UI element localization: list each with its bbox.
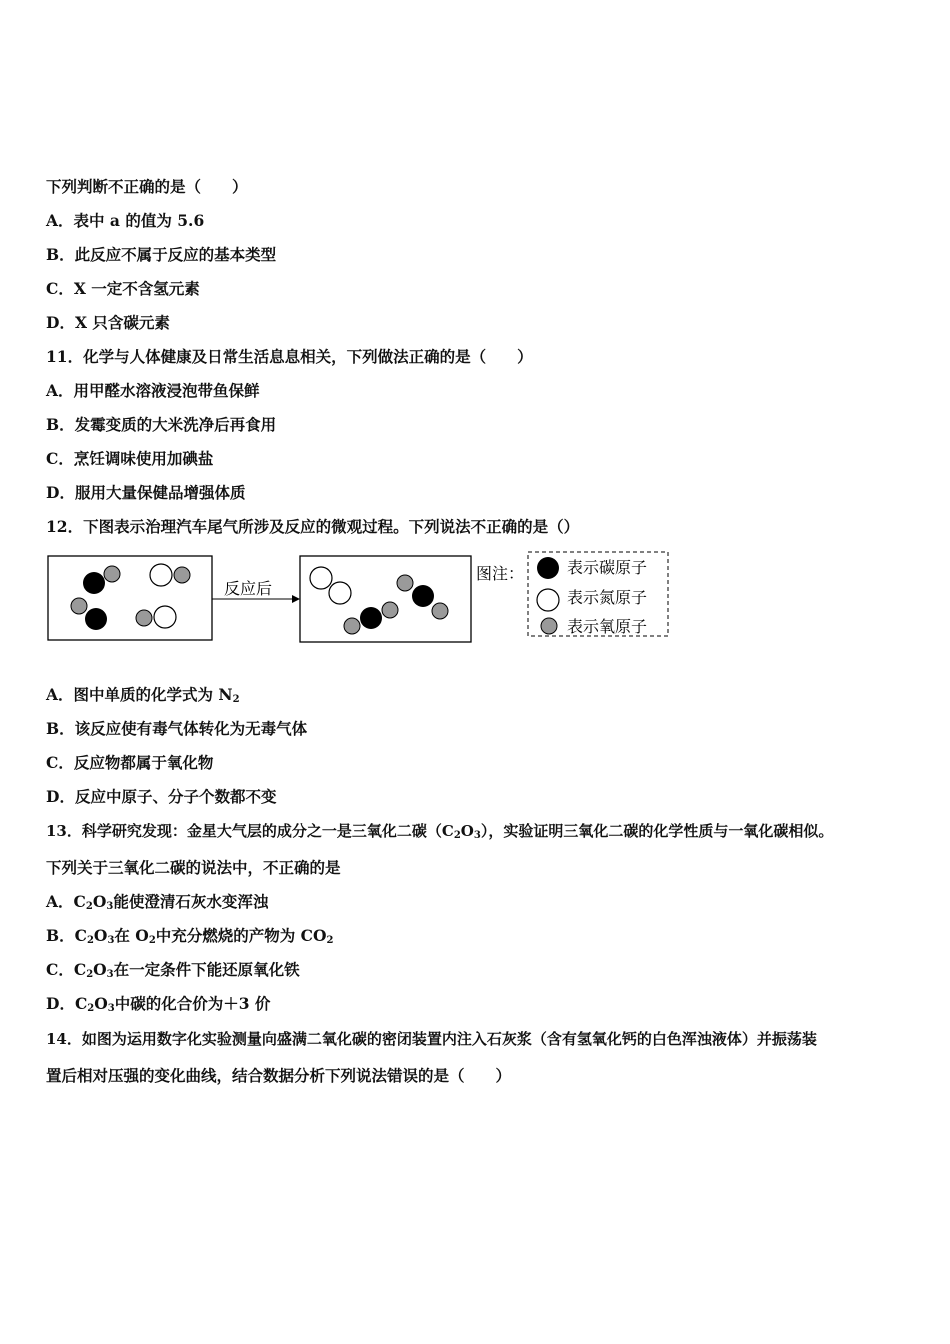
oxygen-atom bbox=[397, 575, 413, 591]
oxygen-atom bbox=[344, 618, 360, 634]
carbon-atom bbox=[83, 572, 105, 594]
q13-option-a: A．$C_2O_3$能使澄清石灰水变浑浊 bbox=[46, 892, 269, 912]
oxygen-atom bbox=[432, 603, 448, 619]
q10-option-d: D．X 只含碳元素 bbox=[46, 313, 170, 332]
q10-option-b: B．此反应不属于反应的基本类型 bbox=[46, 245, 277, 264]
carbon-atom bbox=[360, 607, 382, 629]
legend-nitrogen-icon bbox=[537, 589, 559, 611]
q10-stem: 下列判断不正确的是（ ） bbox=[46, 177, 248, 196]
q12-option-a: A．图中单质的化学式为 $N_2$ bbox=[46, 685, 240, 705]
q13-stem-line2: 下列关于三氧化二碳的说法中，不正确的是 bbox=[46, 858, 341, 877]
legend-carbon-icon bbox=[537, 557, 559, 579]
legend-title: 图注： bbox=[476, 564, 525, 583]
q12-stem: 12．下图表示治理汽车尾气所涉及反应的微观过程。下列说法不正确的是（） bbox=[46, 517, 580, 536]
q10-option-a: A．表中 a 的值为 5.6 bbox=[46, 211, 205, 230]
arrow-head-icon bbox=[292, 595, 300, 603]
q11-option-a: A．用甲醛水溶液浸泡带鱼保鲜 bbox=[46, 381, 260, 400]
nitrogen-atom bbox=[329, 582, 351, 604]
q11-option-d: D．服用大量保健品增强体质 bbox=[46, 483, 246, 502]
legend-nitrogen-label: 表示氮原子 bbox=[567, 588, 648, 607]
reaction-figure bbox=[40, 548, 680, 648]
q11-option-b: B．发霉变质的大米洗净后再食用 bbox=[46, 415, 277, 434]
q11-option-c: C．烹饪调味使用加碘盐 bbox=[46, 449, 214, 468]
oxygen-atom bbox=[136, 610, 152, 626]
oxygen-atom bbox=[71, 598, 87, 614]
q14-stem-line1: 14．如图为运用数字化实验测量向盛满二氧化碳的密闭装置内注入石灰浆（含有氢氧化钙的白色浑浊液体）并振荡装 bbox=[46, 1030, 817, 1048]
legend-oxygen-label: 表示氧原子 bbox=[567, 617, 648, 636]
q13-option-d: D．$C_2O_3$中碳的化合价为＋3 价 bbox=[46, 994, 271, 1014]
nitrogen-atom bbox=[150, 564, 172, 586]
carbon-atom bbox=[85, 608, 107, 630]
q12-option-b: B．该反应使有毒气体转化为无毒气体 bbox=[46, 719, 308, 738]
nitrogen-atom bbox=[310, 567, 332, 589]
q13-option-b: B．$C_2O_3$在 $O_2$中充分燃烧的产物为 $CO_2$ bbox=[46, 926, 334, 946]
legend-carbon-label: 表示碳原子 bbox=[567, 558, 648, 577]
q10-option-c: C．X 一定不含氢元素 bbox=[46, 279, 200, 298]
legend-oxygen-icon bbox=[541, 618, 557, 634]
q14-stem-line2: 置后相对压强的变化曲线，结合数据分析下列说法错误的是（ ） bbox=[46, 1066, 512, 1085]
q12-option-d: D．反应中原子、分子个数都不变 bbox=[46, 787, 277, 806]
q13-option-c: C．$C_2O_3$在一定条件下能还原氧化铁 bbox=[46, 960, 300, 980]
arrow-label: 反应后 bbox=[224, 579, 273, 598]
oxygen-atom bbox=[104, 566, 120, 582]
q11-stem: 11．化学与人体健康及日常生活息息相关，下列做法正确的是（ ） bbox=[46, 347, 533, 366]
q13-stem: 13．科学研究发现：金星大气层的成分之一是三氧化二碳$(C_2O_3)$，实验证明三氧化二碳的化学性质与一氧化碳相似。 bbox=[46, 822, 834, 841]
oxygen-atom bbox=[382, 602, 398, 618]
oxygen-atom bbox=[174, 567, 190, 583]
q12-option-c: C．反应物都属于氧化物 bbox=[46, 753, 214, 772]
nitrogen-atom bbox=[154, 606, 176, 628]
carbon-atom bbox=[412, 585, 434, 607]
